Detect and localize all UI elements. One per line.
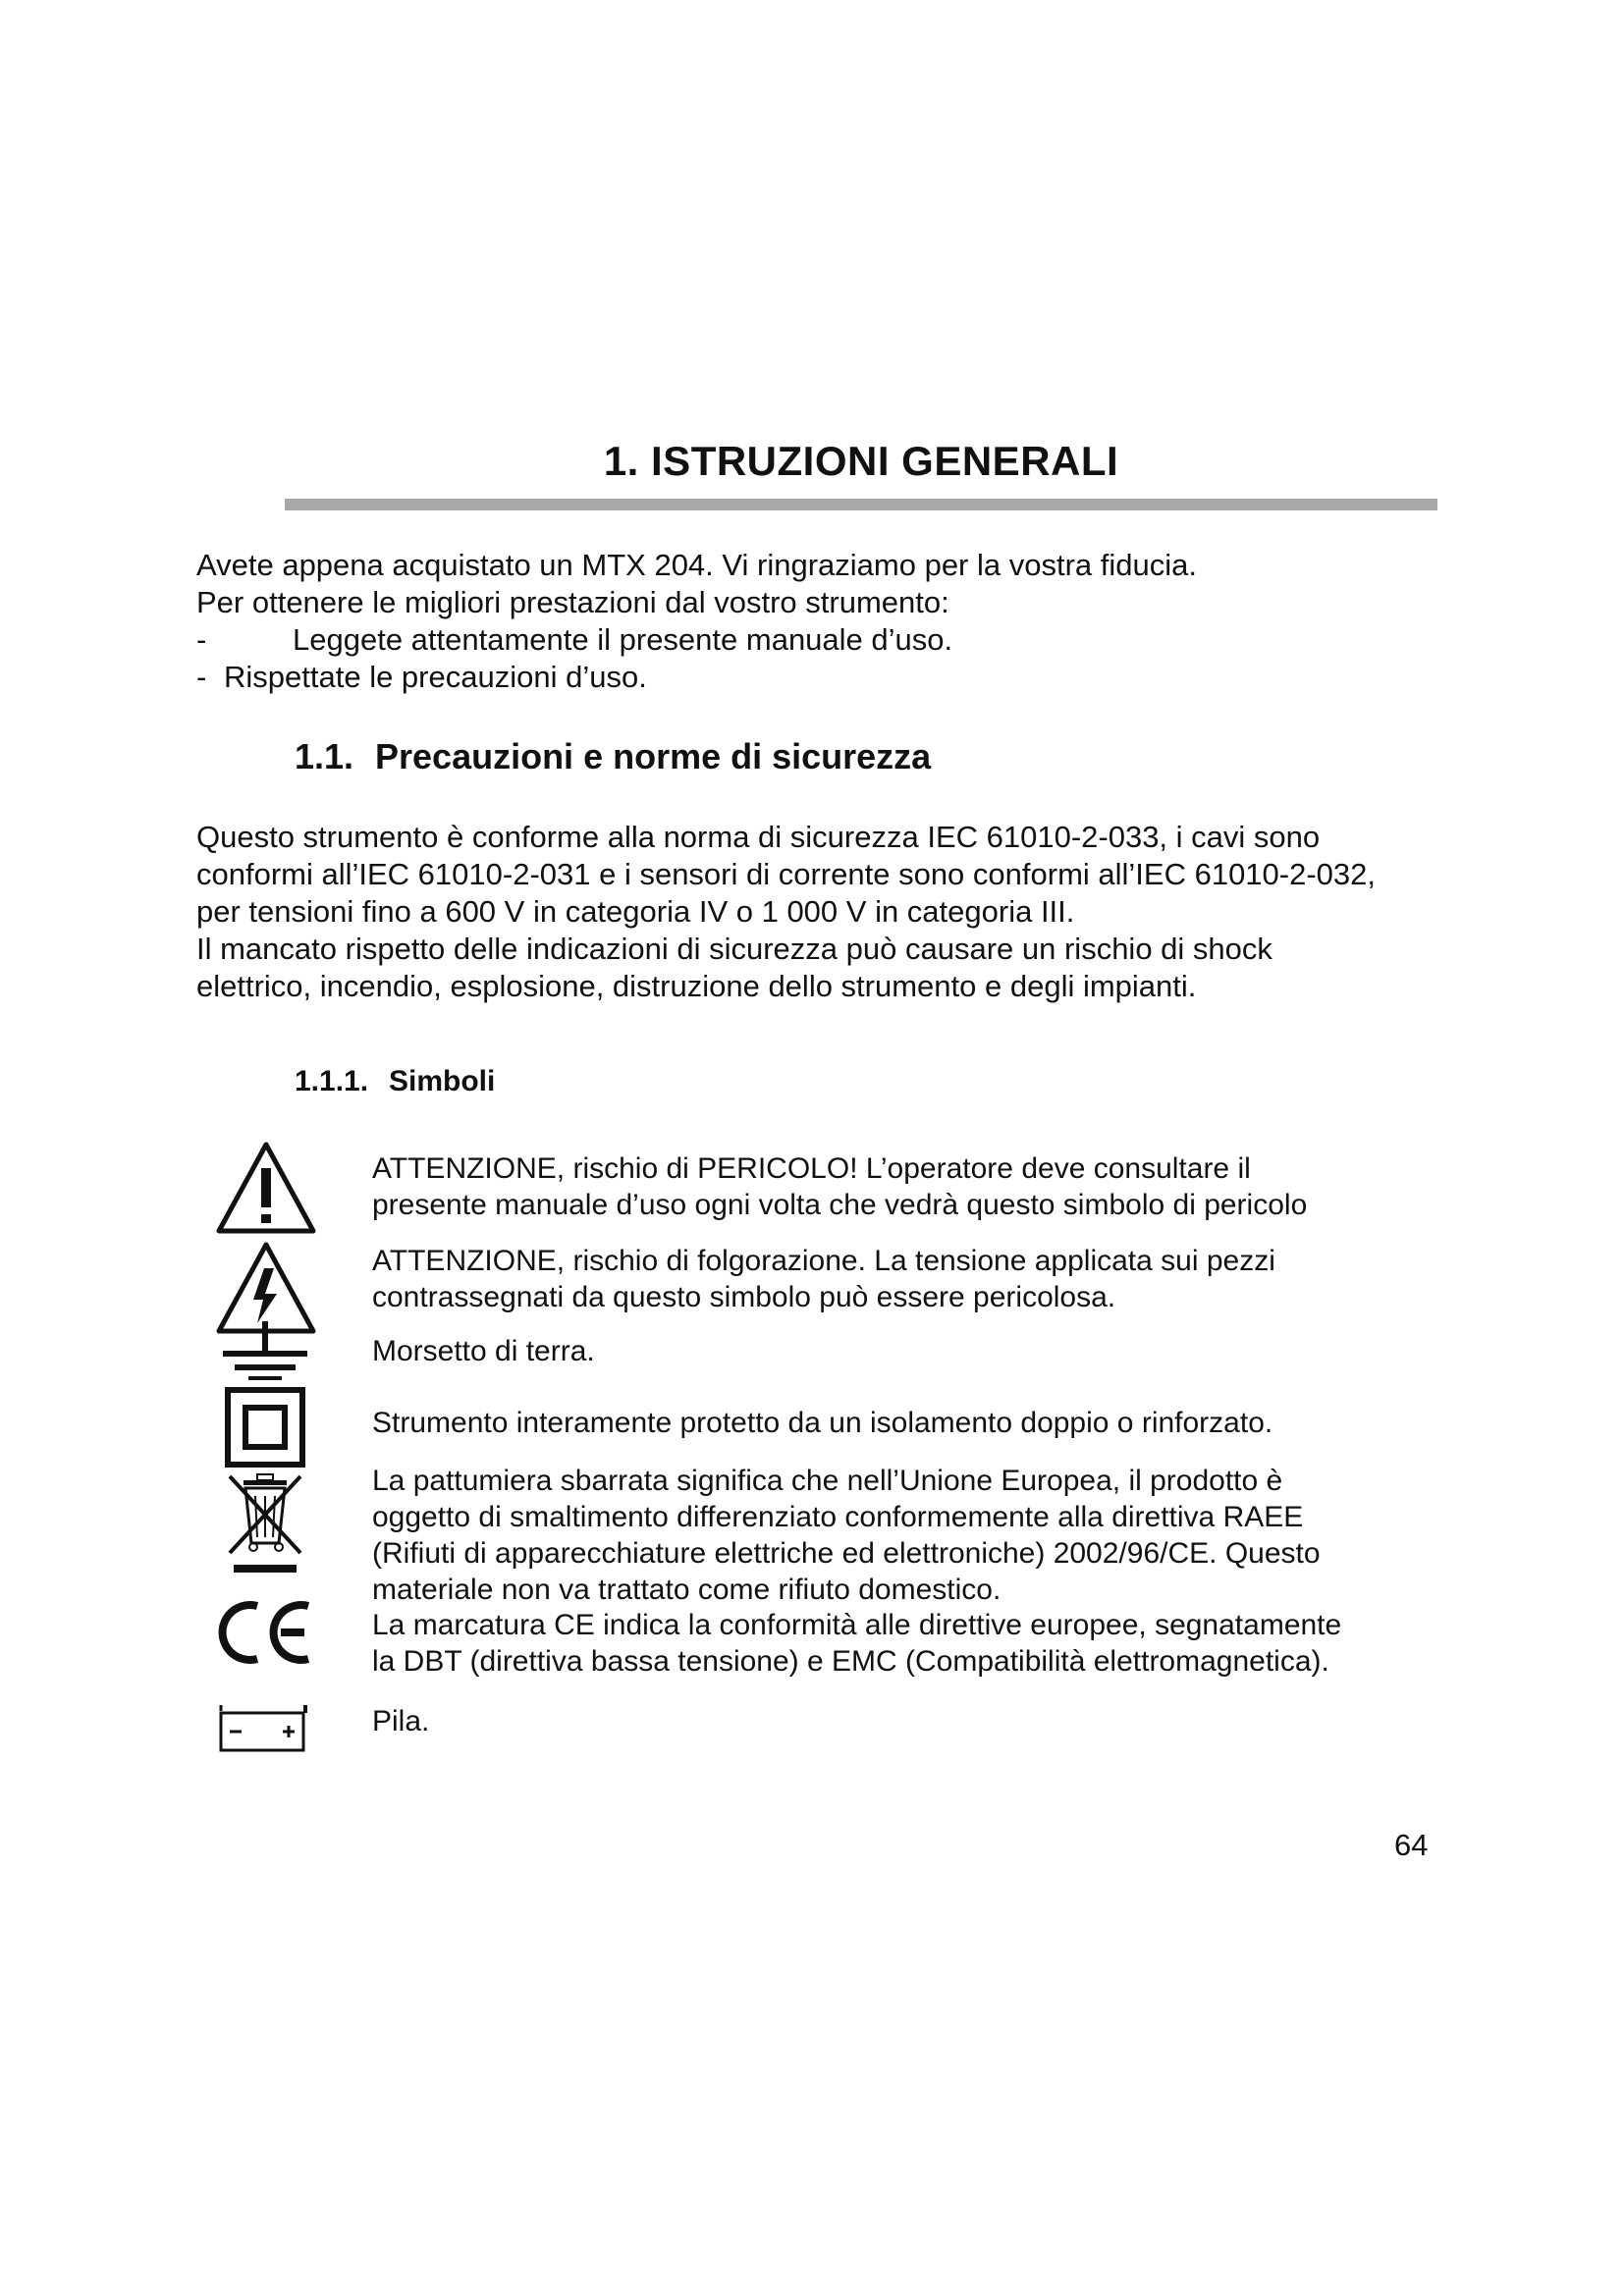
symbol-line: materiale non va trattato come rifiuto domestico. xyxy=(372,1574,1001,1606)
section-title: Precauzioni e norme di sicurezza xyxy=(375,736,932,776)
intro-line: Avete appena acquistato un MTX 204. Vi ringraziamo per la vostra fiducia. xyxy=(196,548,1197,582)
safety-line: conformi all’IEC 61010-2-031 e i sensori di corrente sono conformi all’IEC 61010-2-032, xyxy=(196,857,1377,891)
safety-paragraph xyxy=(196,819,1463,1005)
crossed-bin-icon xyxy=(224,1470,306,1573)
symbol-description-warning xyxy=(372,1150,1452,1223)
symbol-line: la DBT (direttiva bassa tensione) e EMC (Compatibilità elettromagnetica). xyxy=(372,1645,1329,1678)
earth-ground-icon xyxy=(221,1321,309,1380)
symbol-line: presente manuale d’uso ogni volta che vedrà questo simbolo di pericolo xyxy=(372,1189,1308,1221)
symbol-line: La marcatura CE indica la conformità alle direttive europee, segnatamente xyxy=(372,1609,1342,1641)
safety-line: Questo strumento è conforme alla norma di sicurezza IEC 61010-2-033, i cavi sono xyxy=(196,820,1321,854)
bullet-text: Rispettate le precauzioni d’uso. xyxy=(224,660,647,694)
bullet-text: Leggete attentamente il presente manuale d’uso. xyxy=(293,622,953,657)
intro-paragraph xyxy=(196,547,1463,696)
symbol-line: ATTENZIONE, rischio di folgorazione. La tensione applicata sui pezzi xyxy=(372,1245,1275,1277)
symbol-line: (Rifiuti di apparecchiature elettriche ed elettroniche) 2002/96/CE. Questo xyxy=(372,1537,1321,1570)
symbol-line: Pila. xyxy=(372,1705,430,1737)
symbol-description-crossed-bin xyxy=(372,1463,1452,1608)
section-number: 1.1. xyxy=(295,736,354,776)
bullet-item xyxy=(196,621,1463,659)
section-number: 1.1.1. xyxy=(295,1065,369,1097)
battery-icon xyxy=(218,1703,314,1754)
page-number: 64 xyxy=(1394,1828,1429,1862)
intro-line: Per ottenere le migliori prestazioni dal vostro strumento: xyxy=(196,585,949,619)
safety-line: elettrico, incendio, esplosione, distruzione dello strumento e degli impianti. xyxy=(196,969,1197,1003)
safety-line: per tensioni fino a 600 V in categoria IV o 1 000 V in categoria III. xyxy=(196,894,1075,929)
bullet-dash: - xyxy=(196,622,207,657)
symbol-line: Strumento interamente protetto da un isolamento doppio o rinforzato. xyxy=(372,1407,1273,1439)
chapter-title: 1. ISTRUZIONI GENERALI xyxy=(603,438,1119,484)
symbol-description-earth xyxy=(372,1333,1452,1369)
symbol-description-double-insulation xyxy=(372,1405,1452,1441)
section-title: Simboli xyxy=(389,1065,496,1097)
title-underline xyxy=(285,499,1437,510)
symbol-line: oggetto di smaltimento differenziato conformemente alla direttiva RAEE xyxy=(372,1501,1304,1533)
warning-icon xyxy=(211,1139,321,1237)
symbol-description-ce xyxy=(372,1607,1452,1680)
symbol-line: Morsetto di terra. xyxy=(372,1335,595,1367)
symbol-line: ATTENZIONE, rischio di PERICOLO! L’operatore deve consultare il xyxy=(372,1152,1251,1185)
bullet-dash: - xyxy=(196,660,207,694)
symbol-line: contrassegnati da questo simbolo può essere pericolosa. xyxy=(372,1281,1116,1313)
bullet-item xyxy=(196,659,1463,696)
symbol-description-electric-shock xyxy=(372,1243,1452,1315)
symbol-description-battery xyxy=(372,1703,1452,1739)
section-heading-1-1-1 xyxy=(295,1065,495,1098)
section-heading-1-1 xyxy=(295,736,931,777)
symbol-line: La pattumiera sbarrata significa che nell’Unione Europea, il prodotto è xyxy=(372,1465,1283,1497)
ce-mark-icon xyxy=(216,1598,314,1667)
safety-line: Il mancato rispetto delle indicazioni di sicurezza può causare un rischio di shock xyxy=(196,932,1272,966)
double-insulation-icon xyxy=(224,1386,306,1468)
